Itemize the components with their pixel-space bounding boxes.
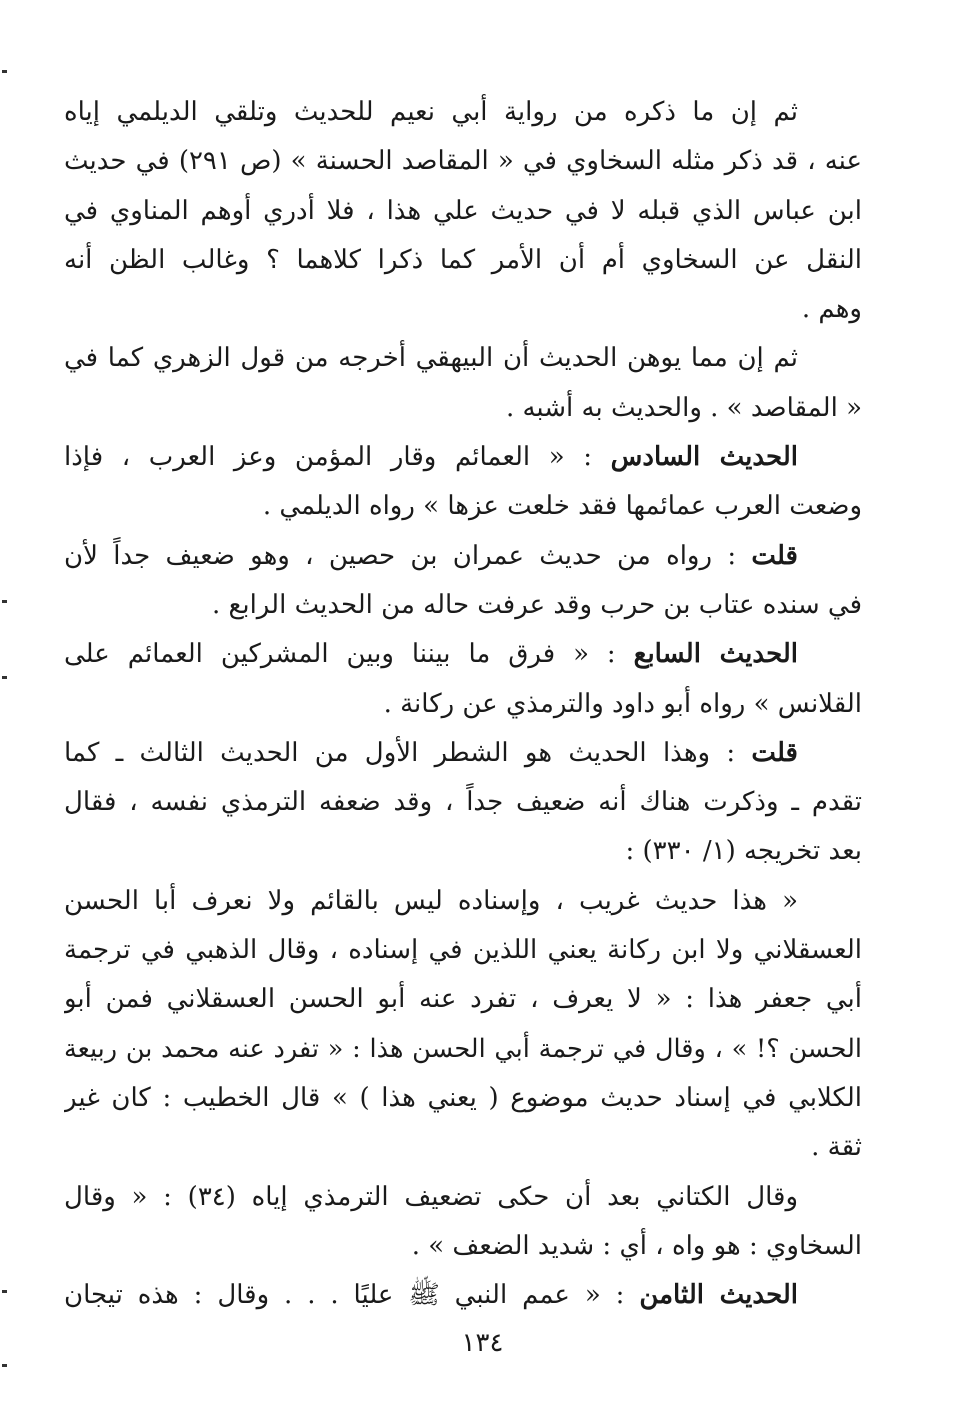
text-line: ابن عباس الذي قبله لا في حديث علي هذا ، فلا أدري أوهم المناوي في bbox=[64, 195, 862, 226]
page-body bbox=[64, 88, 862, 1320]
text-line: الكلابي في إسناد حديث موضوع ( يعني هذا ) » قال الخطيب : كان غير bbox=[64, 1082, 862, 1113]
text-line: السخاوي : هو واه ، أي : شديد الضعف » . bbox=[411, 1230, 862, 1261]
text-line: العسقلاني ولا ابن ركانة يعني اللذين في إسناده ، وقال الذهبي في ترجمة bbox=[64, 935, 862, 966]
scan-mark bbox=[2, 1364, 7, 1367]
text-line: وقال الكتاني بعد أن حكى تضعيف الترمذي إياه (٣٤) : « وقال bbox=[64, 1181, 798, 1212]
hadith-heading: الحديث السابع bbox=[633, 639, 798, 670]
text-line: « هذا حديث غريب ، وإسناده ليس بالقائم ولا نعرف أبا الحسن bbox=[64, 885, 798, 916]
text-line: قلت : رواه من حديث عمران بن حصين ، وهو ضعيف جداً لأن bbox=[64, 540, 798, 571]
text-line: في سنده عتاب بن حرب وقد عرفت حاله من الحديث الرابع . bbox=[211, 589, 862, 620]
text-line: ثم إن ما ذكره من رواية أبي نعيم للحديث وتلقي الديلمي إياه bbox=[64, 97, 798, 127]
text-line: « المقاصد » . والحديث به أشبه . bbox=[505, 392, 862, 423]
text-line: عنه ، قد ذكر مثله السخاوي في « المقاصد الحسنة » (ص ٢٩١) في حديث bbox=[64, 146, 862, 177]
text-line: وضعت العرب عمائمها فقد خلعت عزها » رواه الديلمي . bbox=[262, 491, 862, 522]
text-line: تقدم ـ وذكرت هناك أنه ضعيف جداً ، وقد ضعفه الترمذي نفسه ، فقال bbox=[64, 787, 862, 818]
scan-mark bbox=[2, 70, 7, 73]
text-line: الحديث السادس : « العمائم وقار المؤمن وعز العرب ، فإذا bbox=[64, 442, 798, 473]
note-label: قلت bbox=[751, 540, 798, 571]
text-line: الحسن ؟! » ، وقال في ترجمة أبي الحسن هذا : « تفرد عنه محمد بن ربيعة bbox=[64, 1033, 862, 1064]
text-line: بعد تخريجه (١/ ٣٣٠) : bbox=[625, 836, 862, 867]
text-line: ثقة . bbox=[811, 1132, 862, 1163]
text-line: النقل عن السخاوي أم أن الأمر كما ذكرا كلاهما ؟ وغالب الظن أنه bbox=[64, 244, 862, 275]
text-line: ثم إن مما يوهن الحديث أن البيهقي أخرجه من قول الزهري كما في bbox=[64, 343, 798, 374]
note-label: قلت bbox=[751, 737, 798, 768]
scan-mark bbox=[2, 1290, 7, 1293]
page-number: ١٣٤ bbox=[461, 1328, 504, 1358]
hadith-heading: الحديث السادس bbox=[610, 442, 798, 473]
text-line: القلانس » رواه أبو داود والترمذي عن ركانة . bbox=[383, 688, 862, 719]
hadith-heading: الحديث الثامن bbox=[639, 1280, 798, 1311]
text-line: قلت : وهذا الحديث هو الشطر الأول من الحديث الثالث ـ كما bbox=[64, 737, 798, 768]
text-line: وهم . bbox=[801, 294, 862, 325]
text-line: الحديث الثامن : « عمم النبي ﷺ عليًا . . . وقال : هذه تيجان bbox=[64, 1280, 798, 1311]
text-line: الحديث السابع : « فرق ما بيننا وبين المشركين العمائم على bbox=[64, 639, 798, 670]
scan-mark bbox=[2, 676, 7, 679]
scan-mark bbox=[2, 600, 7, 603]
text-line: أبي جعفر هذا : « لا يعرف ، تفرد عنه أبو الحسن العسقلاني فمن أبو bbox=[64, 984, 862, 1015]
